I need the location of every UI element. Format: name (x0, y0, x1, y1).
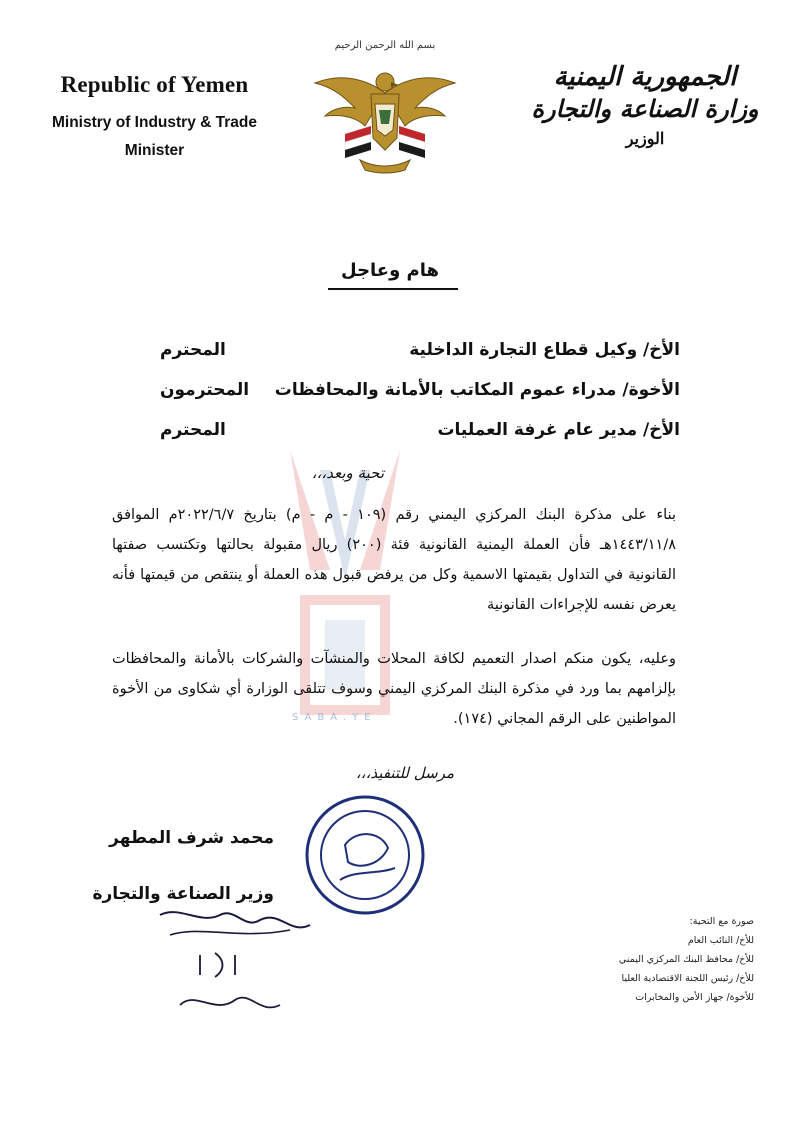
recipient-honorific: المحترمون (160, 380, 250, 400)
subject-heading: هام وعاجل (341, 260, 439, 281)
greeting: تحية وبعد،،، (311, 464, 384, 482)
cc-item: للأخ/ محافظ البنك المركزي اليمني (618, 954, 754, 965)
country-name-ar: الجمهورية اليمنية (553, 62, 737, 92)
role-ar: الوزير (625, 129, 665, 148)
watermark-text: SABA.YE (292, 712, 377, 723)
cc-item: للأخوة/ جهاز الأمن والمخابرات (635, 992, 754, 1003)
basmala-text: بسم الله الرحمن الرحيم (334, 40, 436, 51)
recipient-honorific: المحترم (160, 420, 226, 440)
recipient-honorific: المحترم (160, 340, 226, 360)
role-en: Minister (124, 142, 185, 159)
cc-item: للأخ/ رئيس اللجنة الاقتصادية العليا (621, 973, 754, 984)
english-letterhead (22, 72, 287, 160)
yemen-eagle-emblem-icon (305, 38, 465, 178)
signatory-name: محمد شرف المطهر (109, 828, 274, 848)
cc-item: للأخ/ النائب العام (687, 935, 754, 946)
ministry-name-en: Ministry of Industry & Trade (52, 114, 257, 131)
recipient-name: الأخ/ مدير عام غرفة العمليات (437, 420, 680, 440)
handwritten-signature-icon (140, 895, 340, 1045)
cc-list (574, 912, 754, 1007)
closing-line: مرسل للتنفيذ،،، (355, 764, 454, 782)
body-paragraph-2: وعليه، يكون منكم اصدار التعميم لكافة المحلات والمنشآت والشركات بالأمانة والمحافظات بإلزامهم بما ورد في مذكرة البنك المركزي اليمني وسوف تتلقى الوزارة أي شكاوى من الأخوة المواطنين على الرقم المجاني (١٧٤). (112, 651, 676, 727)
country-name-en: Republic of Yemen (60, 72, 249, 97)
ministry-name-ar: وزارة الصناعة والتجارة (531, 94, 759, 123)
signatory-title: وزير الصناعة والتجارة (92, 884, 274, 904)
arabic-letterhead (530, 62, 760, 148)
body-paragraph-1: بناء على مذكرة البنك المركزي اليمني رقم (١٠٩ - م - م) بتاريخ ٢٠٢٢/٦/٧م الموافق ١٤٤٣/١١/٨هـ فأن العملة اليمنية القانونية فئة (٢٠٠) ريال مقبولة بحالتها وتكتسب صفتها القانونية في التداول بقيمتها الاسمية وكل من يرفض قبول هذه العملة أو ينتقص من قيمتها فأنه يعرض نفسه للإجراءات القانونية (112, 507, 677, 613)
subject-underline (328, 288, 458, 290)
recipient-name: الأخ/ وكيل قطاع التجارة الداخلية (409, 340, 680, 360)
recipient-name: الأخوة/ مدراء عموم المكاتب بالأمانة والمحافظات (274, 380, 680, 400)
cc-heading: صورة مع التحية: (689, 916, 754, 927)
